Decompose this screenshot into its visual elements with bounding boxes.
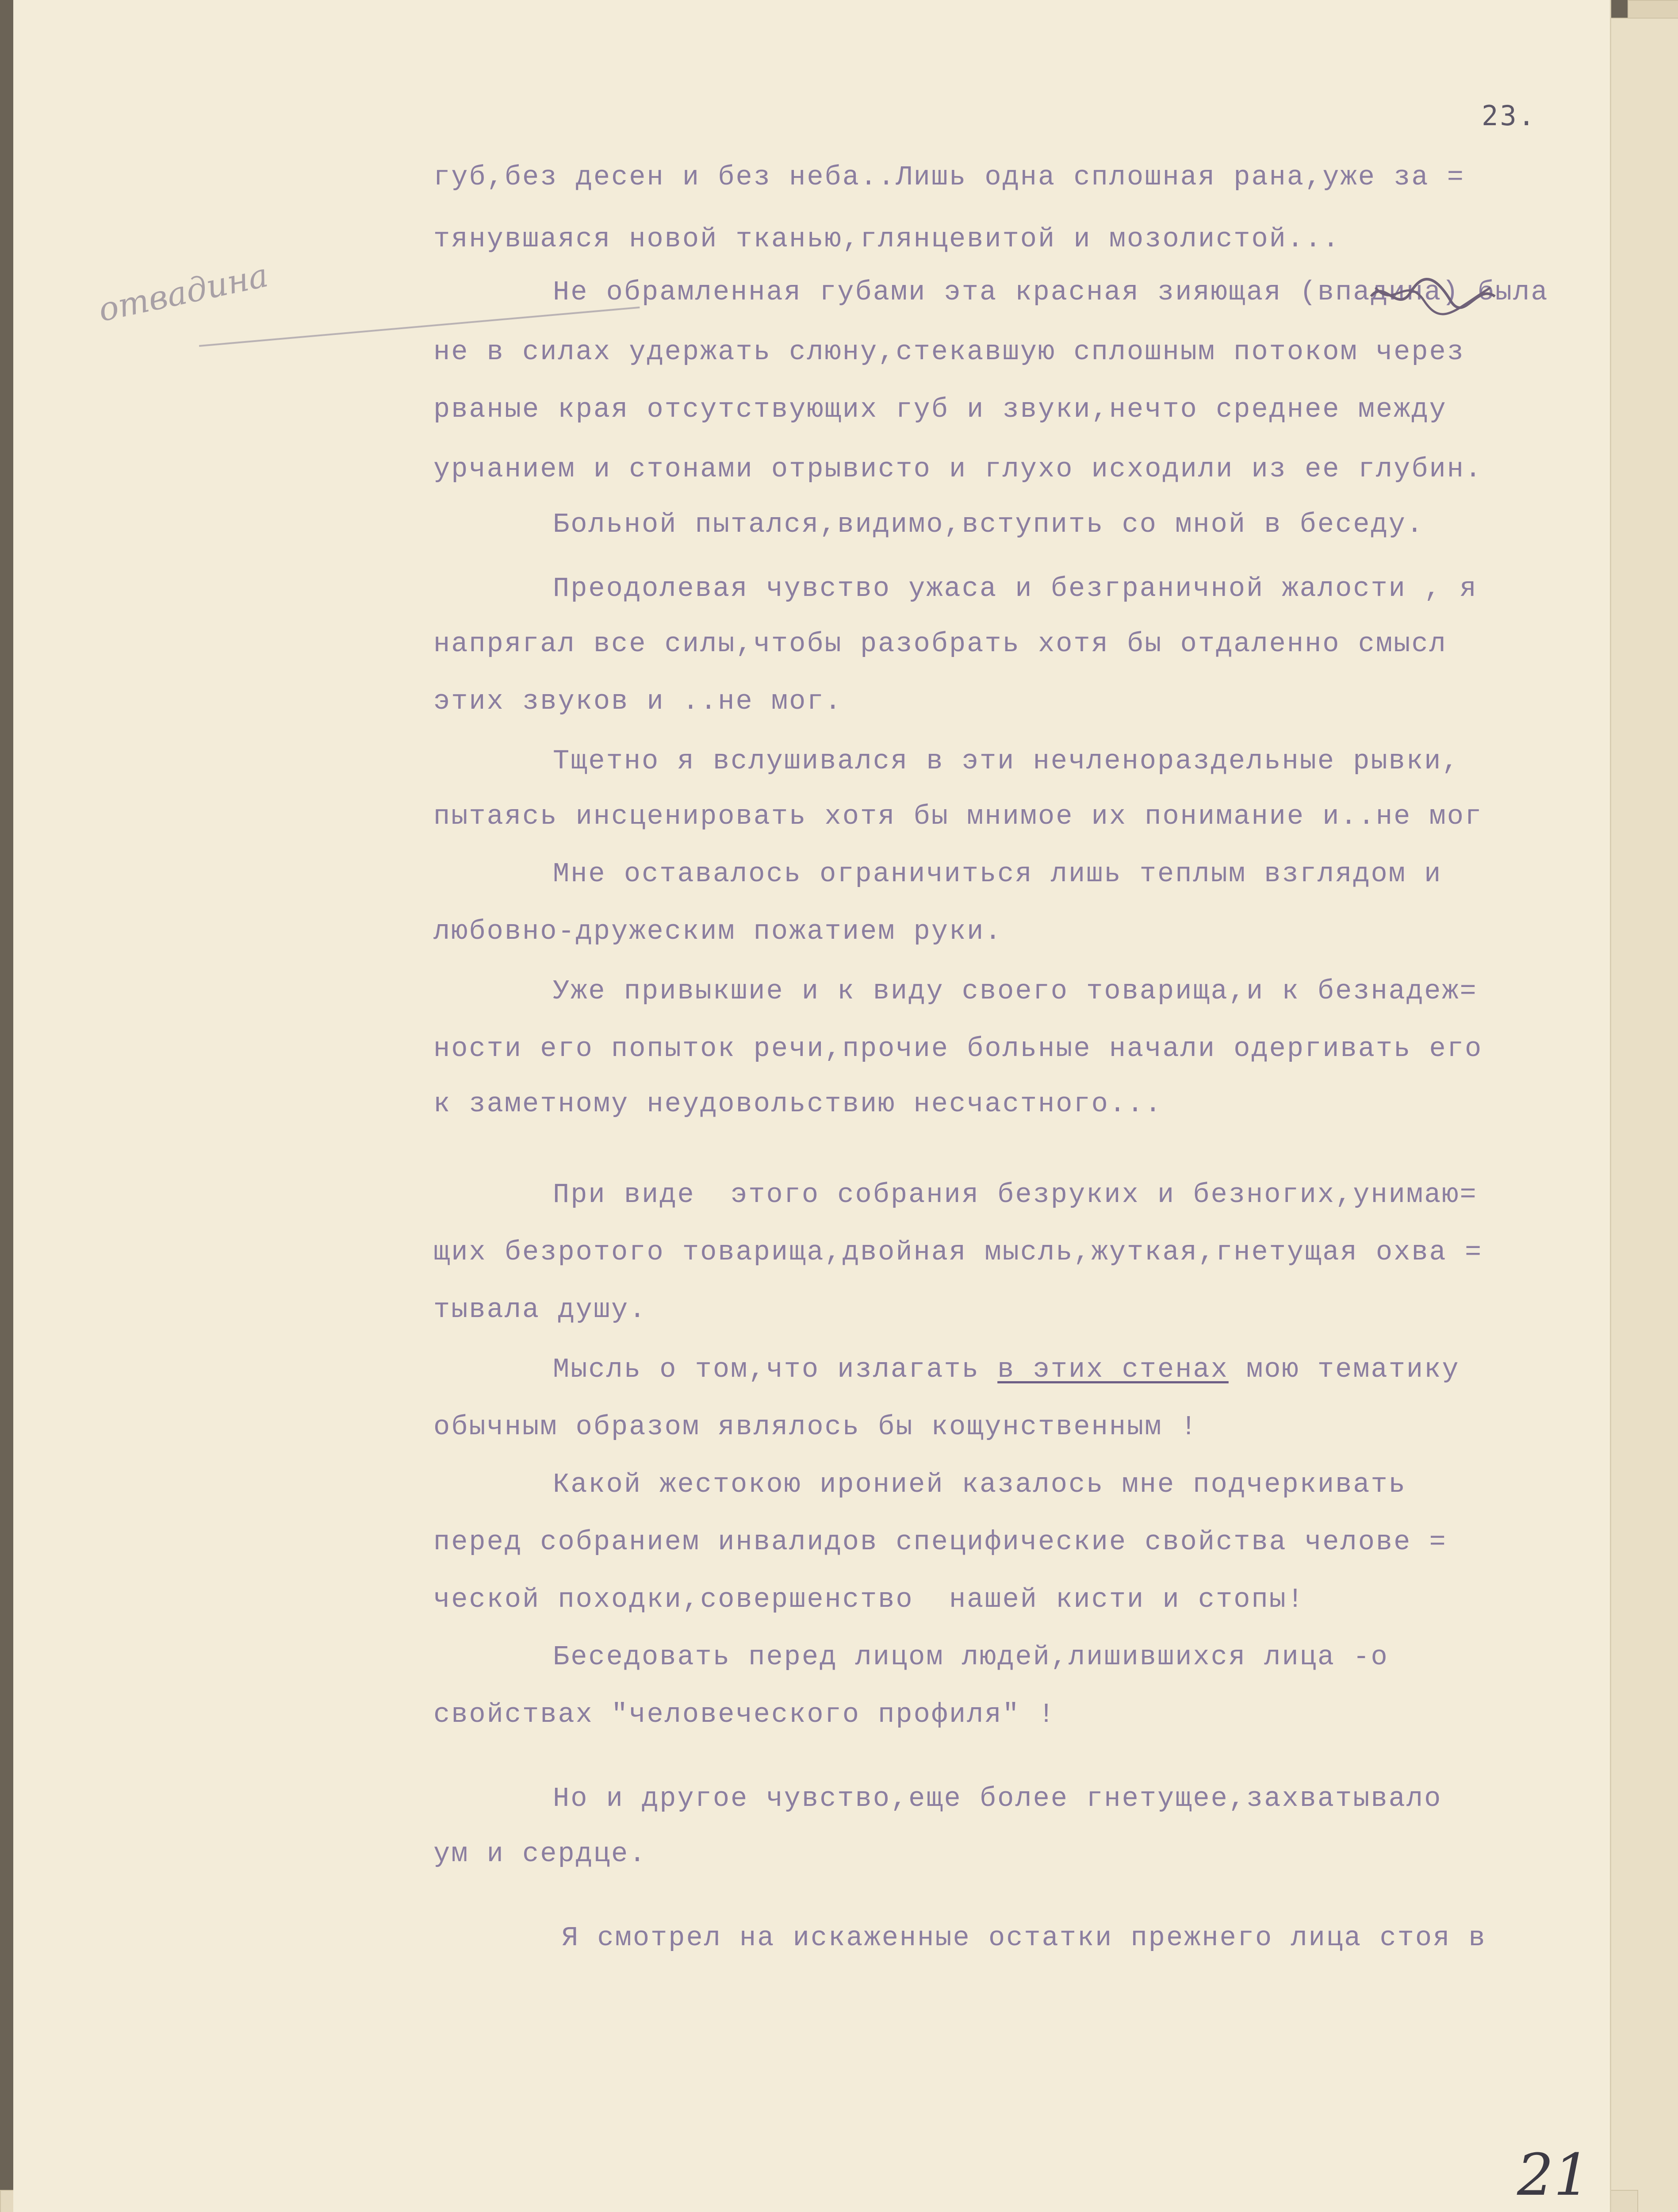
text-line: рваные края отсутствующих губ и звуки,нечто среднее между <box>433 394 1447 425</box>
text-line: ческой походки,совершенство нашей кисти и стопы! <box>433 1584 1305 1615</box>
text-line: тянувшаяся новой тканью,глянцевитой и мозолистой... <box>433 223 1341 255</box>
text-line: не в силах удержать слюну,стекавшую сплошным потоком через <box>433 336 1465 368</box>
text-line: Но и другое чувство,еще более гнетущее,захватывало <box>553 1783 1442 1814</box>
text-line: Не обрамленная губами эта красная зияющая (впадина) была <box>553 276 1549 308</box>
text-line: Беседовать перед лицом людей,лишившихся лица -о <box>553 1641 1389 1673</box>
text-line: ности его попыток речи,прочие больные начали одергивать его <box>433 1033 1483 1064</box>
text-line: щих безротого товарища,двойная мысль,жуткая,гнетущая охва = <box>433 1237 1483 1268</box>
text-line: Тщетно я вслушивался в эти нечленораздельные рывки, <box>553 745 1460 777</box>
text-line: обычным образом являлось бы кощунственным ! <box>433 1411 1198 1443</box>
text-line: губ,без десен и без неба..Лишь одна сплошная рана,уже за = <box>433 161 1465 193</box>
text-line <box>553 1354 1460 1385</box>
page-number: 23. <box>1482 100 1536 132</box>
text-line: свойствах "человеческого профиля" ! <box>433 1699 1056 1730</box>
text-line: пытаясь инсценировать хотя бы мнимое их понимание и..не мог <box>433 801 1483 832</box>
handwritten-margin-note: отвадина <box>95 256 272 330</box>
text-line: урчанием и стонами отрывисто и глухо исходили из ее глубин. <box>433 453 1483 485</box>
text-line: любовно-дружеским пожатием руки. <box>433 916 1003 947</box>
text-segment: Мысль о том,что излагать <box>553 1354 998 1385</box>
typewritten-page <box>13 0 1611 2212</box>
text-line: Преодолевая чувство ужаса и безграничной жалости , я <box>553 573 1478 604</box>
text-line: перед собранием инвалидов специфические свойства челове = <box>433 1526 1447 1558</box>
underlined-phrase: в этих стенах <box>997 1354 1229 1385</box>
text-line: этих звуков и ..не мог. <box>433 686 843 717</box>
handwritten-sheet-number: 21 <box>1517 2141 1590 2208</box>
text-line: Больной пытался,видимо,вступить со мной в беседу. <box>553 509 1425 540</box>
text-line: Уже привыкшие и к виду своего товарища,и к безнадеж= <box>553 975 1478 1007</box>
text-line: напрягал все силы,чтобы разобрать хотя бы отдаленно смысл <box>433 628 1447 660</box>
text-line: При виде этого собрания безруких и безногих,унимаю= <box>553 1179 1478 1210</box>
text-line: Я смотрел на искаженные остатки прежнего лица стоя в <box>562 1922 1486 1954</box>
text-line: Какой жестокою иронией казалось мне подчеркивать <box>553 1469 1406 1500</box>
text-line: тывала душу. <box>433 1294 647 1325</box>
text-line: ум и сердце. <box>433 1838 647 1870</box>
text-line: к заметному неудовольствию несчастного... <box>433 1088 1163 1120</box>
text-segment: мою тематику <box>1228 1354 1460 1385</box>
text-line: Мне оставалось ограничиться лишь теплым взглядом и <box>553 858 1442 890</box>
ink-scribble <box>1367 270 1499 319</box>
